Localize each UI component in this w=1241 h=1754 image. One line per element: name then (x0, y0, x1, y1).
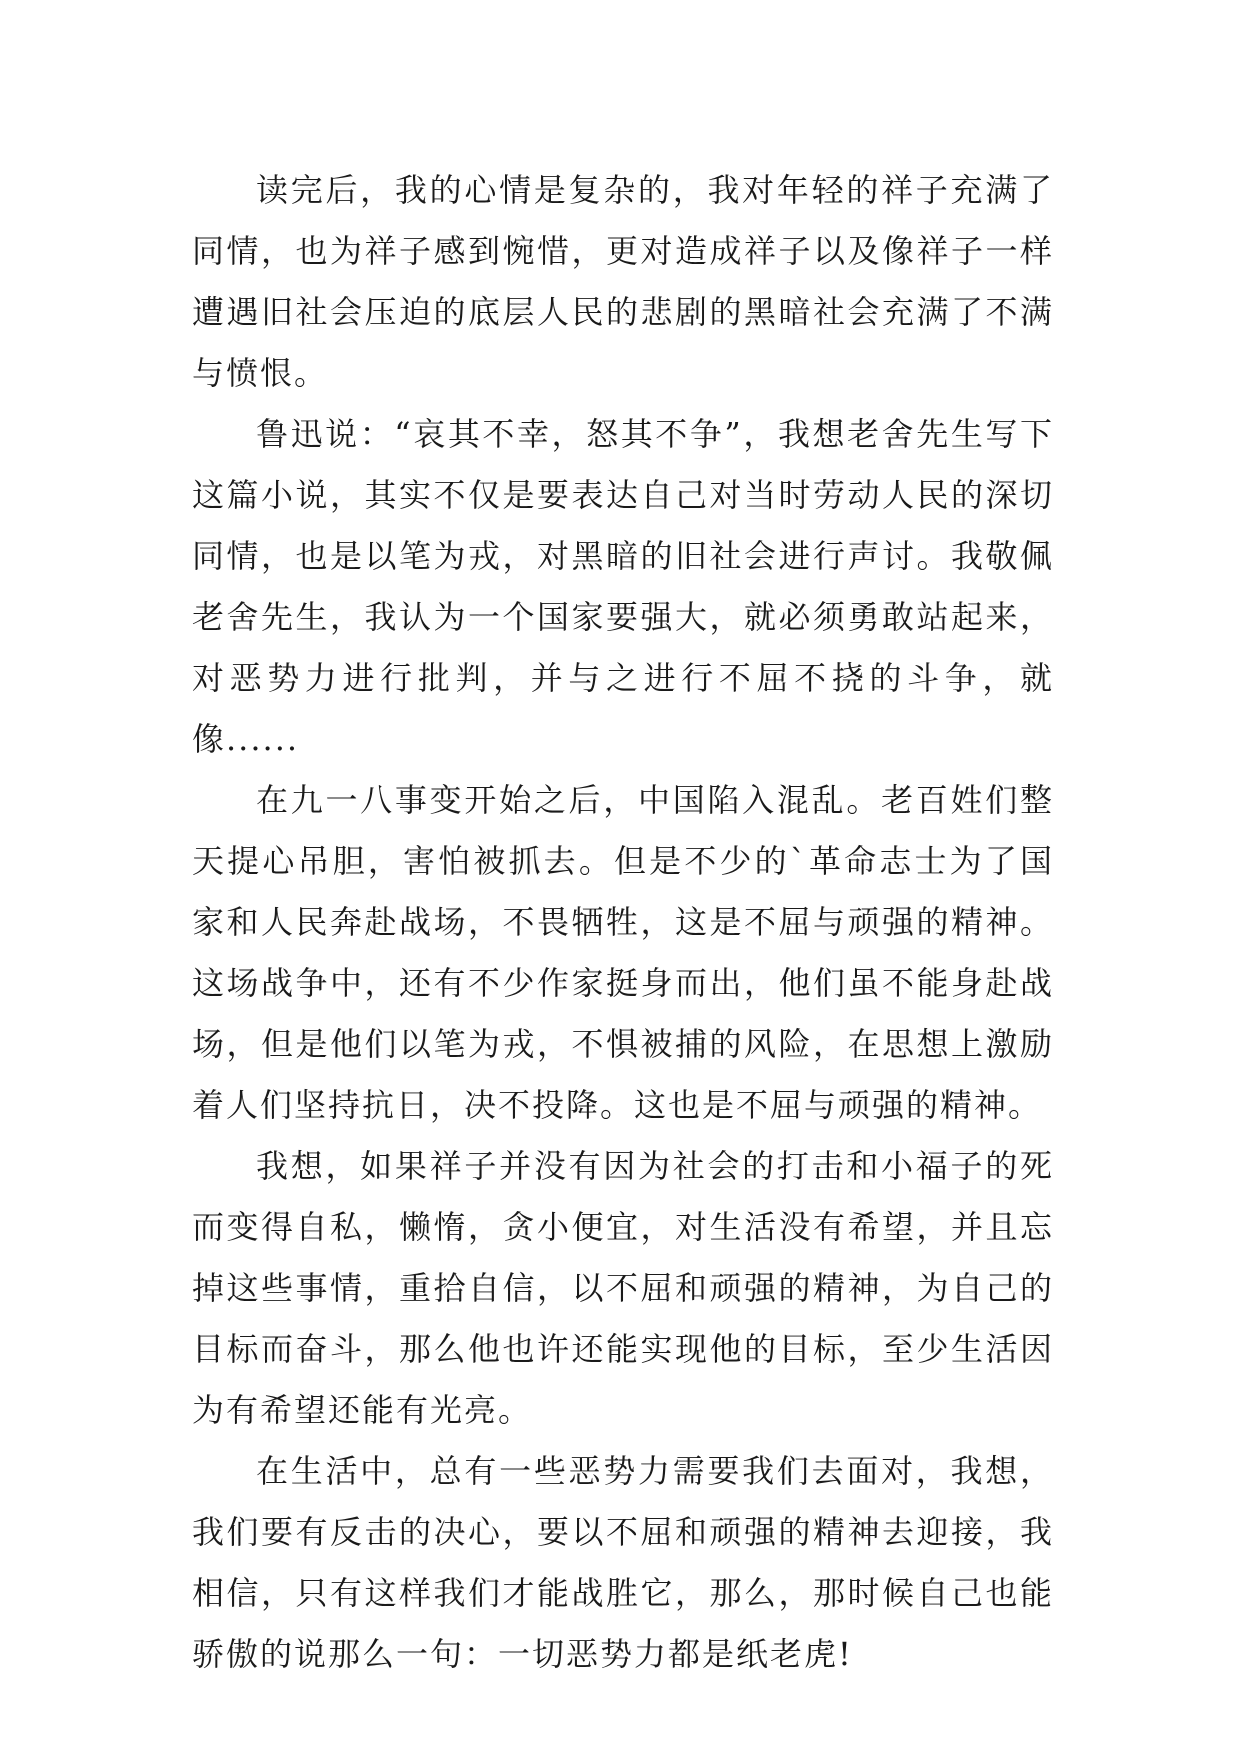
paragraph-1: 读完后，我的心情是复杂的，我对年轻的祥子充满了同情，也为祥子感到惋惜，更对造成祥子以及像祥子一样遭遇旧社会压迫的底层人民的悲剧的黑暗社会充满了不满与愤恨。 (192, 171, 1054, 392)
body-text (192, 160, 1054, 1685)
paragraph-4: 我想，如果祥子并没有因为社会的打击和小福子的死而变得自私，懒惰，贪小便宜，对生活没有希望，并且忘掉这些事情，重拾自信，以不屈和顽强的精神，为自己的目标而奋斗，那么他也许还能实现他的目标，至少生活因为有希望还能有光亮。 (192, 1147, 1054, 1429)
paragraph-3: 在九一八事变开始之后，中国陷入混乱。老百姓们整天提心吊胆，害怕被抓去。但是不少的`革命志士为了国家和人民奔赴战场，不畏牺牲，这是不屈与顽强的精神。这场战争中，还有不少作家挺身而出，他们虽不能身赴战场，但是他们以笔为戎，不惧被捕的风险，在思想上激励着人们坚持抗日，决不投降。这也是不屈与顽强的精神。 (192, 781, 1054, 1124)
paragraph-2: 鲁迅说：“哀其不幸，怒其不争”，我想老舍先生写下这篇小说，其实不仅是要表达自己对当时劳动人民的深切同情，也是以笔为戎，对黑暗的旧社会进行声讨。我敬佩老舍先生，我认为一个国家要强大，就必须勇敢站起来，对恶势力进行批判，并与之进行不屈不挠的斗争，就像...... (192, 415, 1054, 758)
paragraph-5: 在生活中，总有一些恶势力需要我们去面对，我想，我们要有反击的决心，要以不屈和顽强的精神去迎接，我相信，只有这样我们才能战胜它，那么，那时候自己也能骄傲的说那么一句：一切恶势力都是纸老虎! (192, 1452, 1054, 1673)
